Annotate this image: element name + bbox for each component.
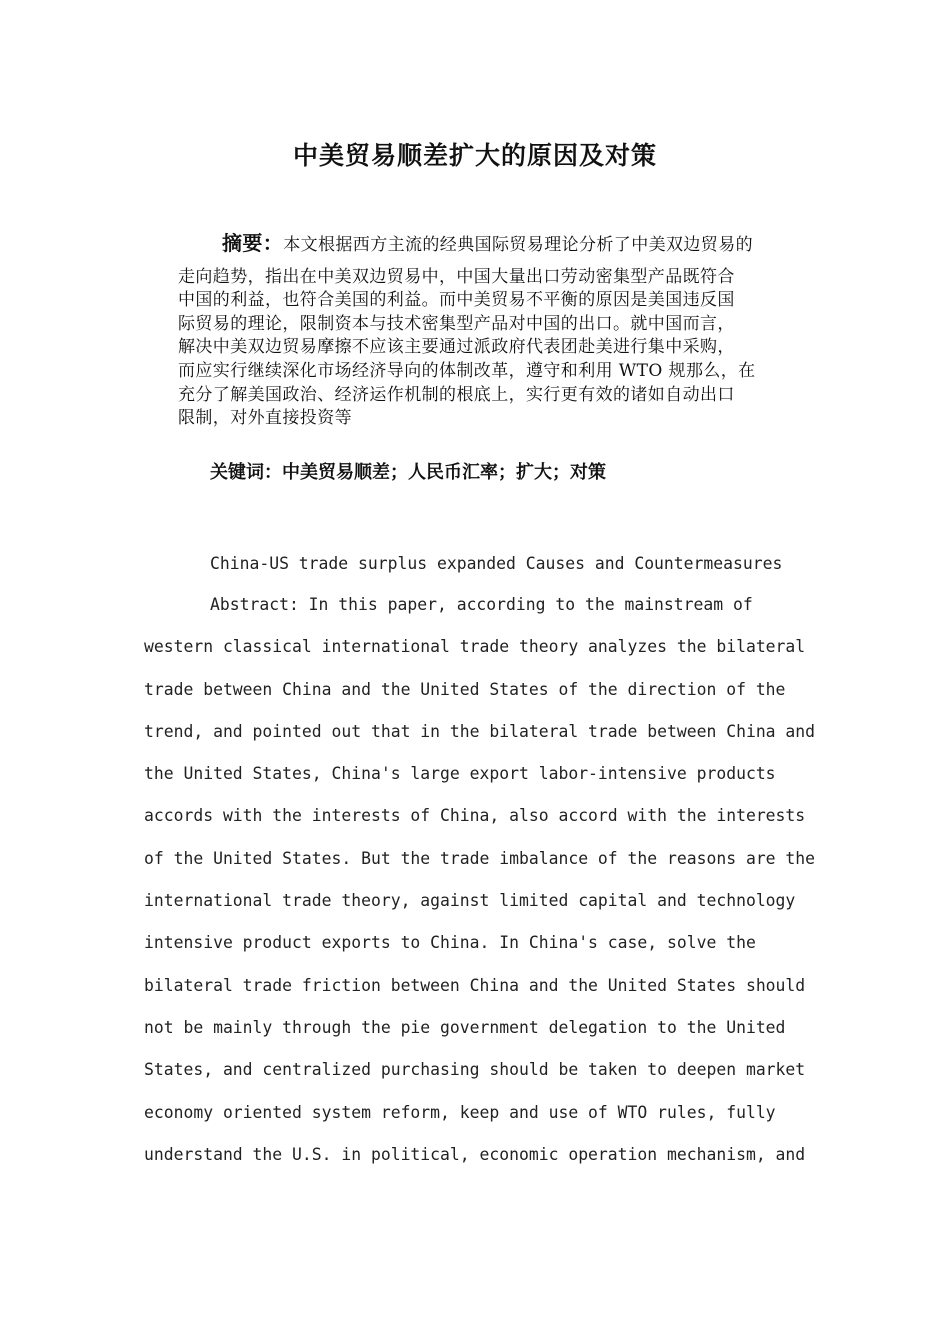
abstract-en-line: not be mainly through the pie government delegation to the United bbox=[144, 1017, 786, 1037]
abstract-cn-line: 中国的利益，也符合美国的利益。而中美贸易不平衡的原因是美国违反国 bbox=[178, 290, 735, 311]
abstract-en-line: intensive product exports to China. In China's case, solve the bbox=[144, 933, 756, 953]
abstract-cn-line: 走向趋势，指出在中美双边贸易中，中国大量出口劳动密集型产品既符合 bbox=[178, 266, 735, 287]
abstract-en-line: trend, and pointed out that in the bilateral trade between China and bbox=[144, 721, 816, 741]
abstract-cn-line: 际贸易的理论，限制资本与技术密集型产品对中国的出口。就中国而言， bbox=[178, 313, 735, 334]
abstract-en-line: of the United States. But the trade imbalance of the reasons are the bbox=[144, 848, 816, 868]
abstract-en-line: bilateral trade friction between China and the United States should bbox=[144, 975, 806, 995]
keywords-line: 关键词：中美贸易顺差；人民币汇率；扩大；对策 bbox=[210, 462, 606, 483]
abstract-en-line: the United States, China's large export labor-intensive products bbox=[144, 764, 776, 784]
abstract-en-line: western classical international trade theory analyzes the bilateral bbox=[144, 637, 806, 657]
abstract-cn-line: 限制，对外直接投资等 bbox=[178, 408, 352, 429]
abstract-en-line: trade between China and the United States of the direction of the bbox=[144, 679, 786, 699]
abstract-cn-line: 本文根据西方主流的经典国际贸易理论分析了中美双边贸易的 bbox=[283, 235, 754, 255]
abstract-en-line: accords with the interests of China, also accord with the interests bbox=[144, 806, 806, 826]
abstract-english bbox=[144, 594, 816, 1186]
abstract-cn-line: 而应实行继续深化市场经济导向的体制改革，遵守和利用 WTO 规那么，在 bbox=[178, 360, 756, 381]
abstract-label: 摘要： bbox=[222, 231, 284, 255]
page-title: 中美贸易顺差扩大的原因及对策 bbox=[292, 141, 657, 170]
english-title: China-US trade surplus expanded Causes and Countermeasures bbox=[210, 554, 783, 573]
abstract-chinese bbox=[178, 232, 808, 431]
abstract-en-line: international trade theory, against limited capital and technology bbox=[144, 891, 796, 911]
abstract-en-line: understand the U.S. in political, economic operation mechanism, and bbox=[144, 1144, 806, 1164]
abstract-cn-line: 解决中美双边贸易摩擦不应该主要通过派政府代表团赴美进行集中采购， bbox=[178, 337, 735, 358]
abstract-cn-line: 充分了解美国政治、经济运作机制的根底上，实行更有效的诸如自动出口 bbox=[178, 384, 735, 405]
abstract-en-line: economy oriented system reform, keep and use of WTO rules, fully bbox=[144, 1102, 776, 1122]
abstract-en-line: States, and centralized purchasing should be taken to deepen market bbox=[144, 1060, 806, 1080]
abstract-first-line bbox=[222, 232, 808, 258]
abstract-en-line: Abstract: In this paper, according to the mainstream of bbox=[210, 595, 753, 614]
